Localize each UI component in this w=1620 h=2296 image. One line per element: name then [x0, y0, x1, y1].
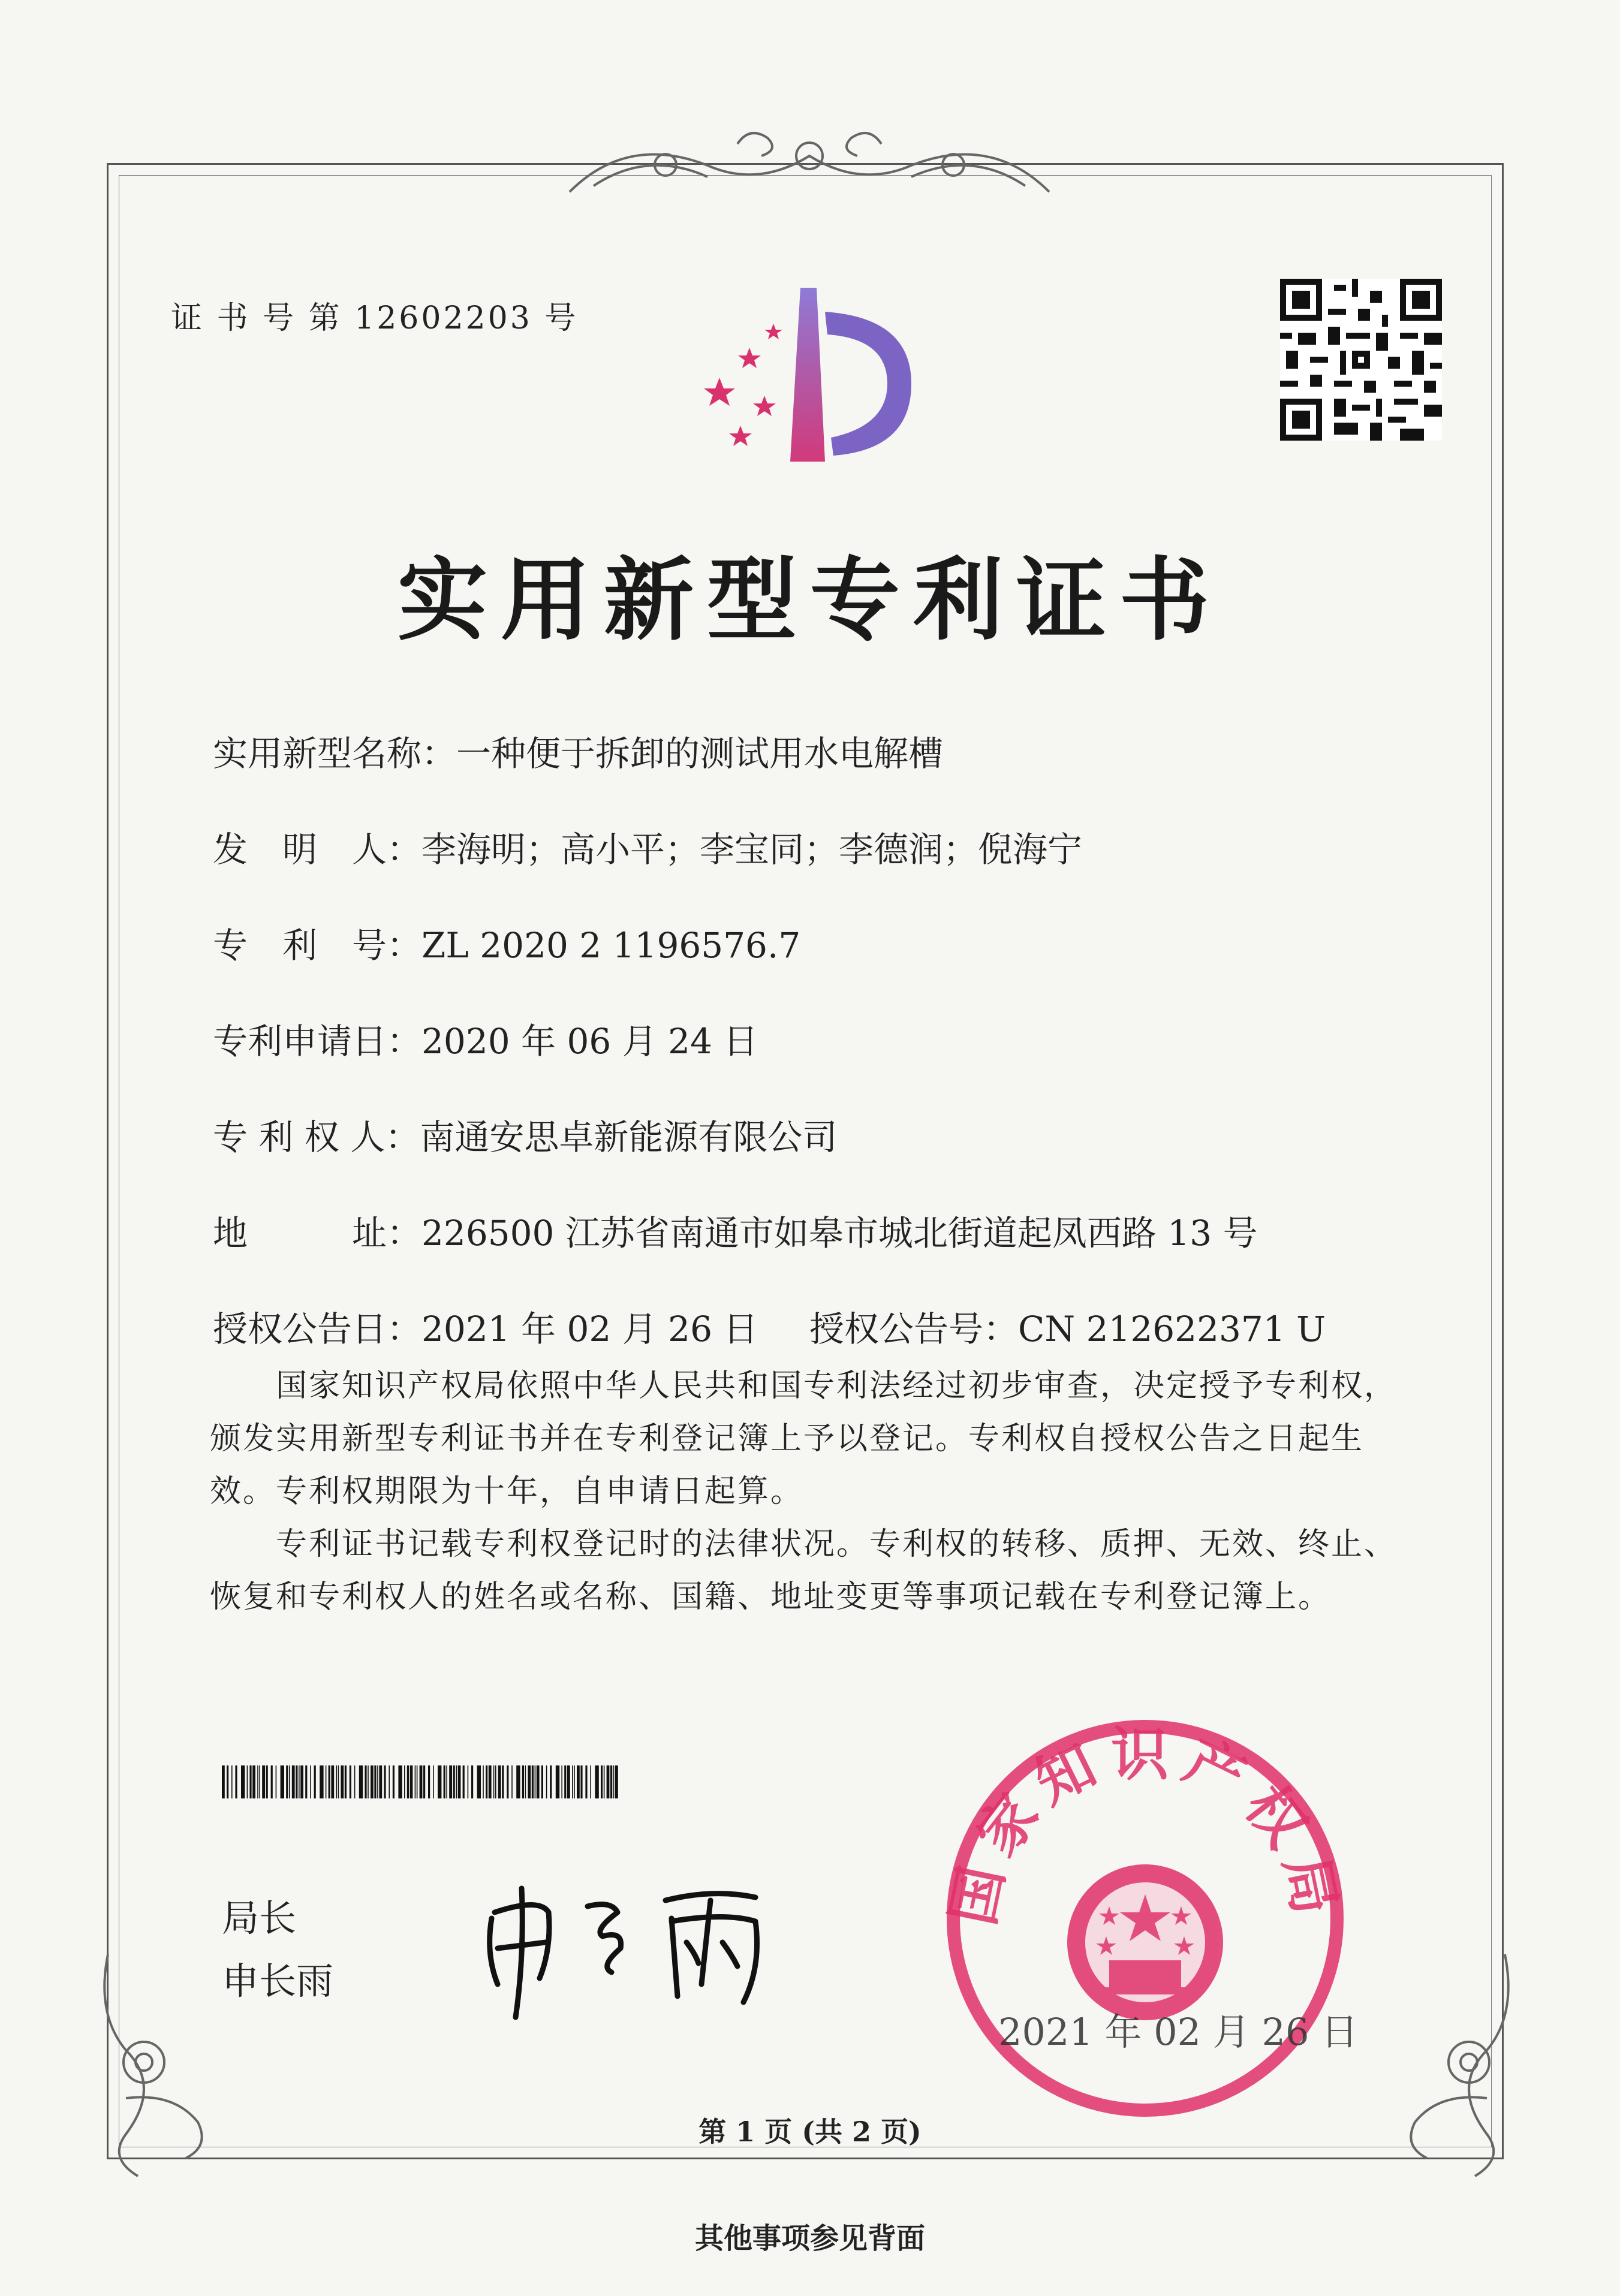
top-ornament-icon	[558, 120, 1061, 210]
director-title: 局长	[222, 1896, 297, 1940]
field-label: 专 利 权 人：	[213, 1117, 420, 1158]
national-emblem-icon	[1067, 1864, 1223, 2020]
handwritten-signature	[474, 1864, 809, 2026]
qr-code-icon	[1280, 279, 1442, 441]
legal-paragraph-1: 国家知识产权局依照中华人民共和国专利法经过初步审查，决定授予专利权，颁发实用新型专利证书并在专利登记簿上予以登记。专利权自授权公告之日起生效。专利权期限为十年，自申请日起算。	[210, 1368, 1398, 1509]
field-filing-date	[213, 1013, 758, 1063]
certificate-number: 证 书 号 第 12602203 号	[171, 300, 579, 336]
field-grant-date	[213, 1301, 758, 1351]
field-label: 专利申请日：	[213, 1021, 422, 1062]
official-seal	[935, 1709, 1355, 2128]
director-name: 申长雨	[222, 1959, 334, 2003]
seal-text: 国家知识产权局	[938, 1721, 1352, 1931]
field-patentee	[213, 1109, 837, 1159]
field-label: 发 明 人：	[213, 829, 422, 870]
field-label: 授权公告日：	[213, 1309, 422, 1349]
field-label: 实用新型名称：	[213, 733, 457, 774]
cnipa-logo-icon	[683, 282, 941, 480]
field-patent-number	[213, 917, 800, 968]
page-number: 第 1 页 (共 2 页)	[698, 2116, 922, 2148]
field-utility-model-name	[213, 725, 943, 776]
field-value: 南通安思卓新能源有限公司	[420, 1117, 838, 1158]
field-label: 专 利 号：	[213, 925, 422, 966]
field-value: 一种便于拆卸的测试用水电解槽	[456, 733, 944, 774]
field-value: 李海明；高小平；李宝同；李德润；倪海宁	[421, 829, 1083, 870]
field-inventors	[213, 821, 1082, 872]
certificate-title: 实用新型专利证书	[397, 547, 1222, 653]
legal-statement	[210, 1360, 1403, 1623]
field-value: CN 212622371 U	[1018, 1309, 1326, 1349]
field-value: ZL 2020 2 1196576.7	[421, 925, 801, 966]
field-label: 地 址：	[213, 1213, 422, 1254]
field-address	[213, 1205, 1258, 1255]
field-value: 2020 年 06 月 24 日	[421, 1021, 758, 1062]
barcode-icon	[222, 1765, 621, 1798]
seal-date: 2021 年 02 月 26 日	[998, 2010, 1359, 2054]
field-label: 授权公告号：	[809, 1309, 1019, 1349]
field-grant-number	[809, 1301, 1326, 1351]
field-value: 2021 年 02 月 26 日	[421, 1309, 758, 1349]
back-note: 其他事项参见背面	[694, 2222, 925, 2255]
field-value: 226500 江苏省南通市如皋市城北街道起凤西路 13 号	[421, 1213, 1258, 1254]
legal-paragraph-2: 专利证书记载专利权登记时的法律状况。专利权的转移、质押、无效、终止、恢复和专利权人的姓名或名称、国籍、地址变更等事项记载在专利登记簿上。	[210, 1526, 1398, 1615]
